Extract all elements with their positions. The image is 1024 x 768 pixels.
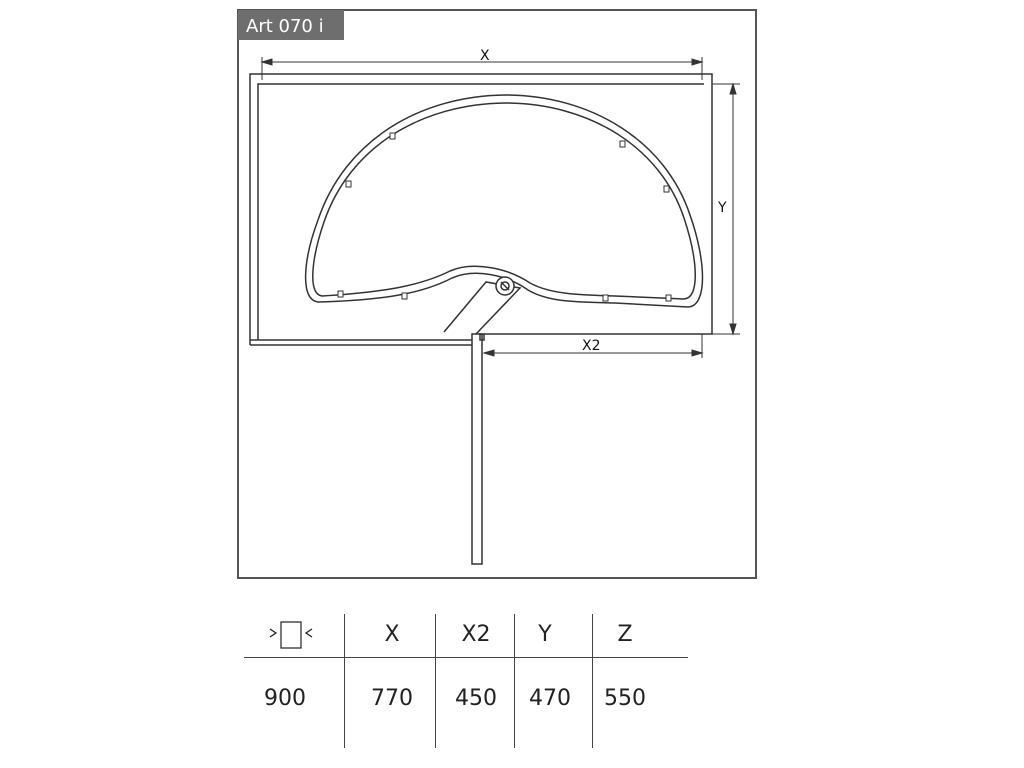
table-value-z: 550 bbox=[604, 686, 646, 711]
table-header-x: X bbox=[384, 622, 400, 647]
cabinet-width-icon bbox=[268, 620, 316, 650]
shelf-clips bbox=[338, 133, 671, 301]
table-header-y: Y bbox=[538, 622, 552, 647]
dimension-x2-label: X2 bbox=[582, 338, 601, 354]
table-header-x2: X2 bbox=[461, 622, 491, 647]
drawing-title: Art 070 i bbox=[246, 16, 324, 37]
door-panel bbox=[472, 334, 484, 564]
table-value-x: 770 bbox=[371, 686, 413, 711]
table-col-divider bbox=[592, 614, 593, 748]
dimension-x-label: X bbox=[480, 48, 490, 64]
table-col-divider bbox=[435, 614, 436, 748]
table-header-z: Z bbox=[617, 622, 633, 647]
table-header-divider bbox=[244, 657, 688, 658]
hinge-arm bbox=[444, 277, 520, 334]
table-col-divider bbox=[514, 614, 515, 748]
table-value-y: 470 bbox=[529, 686, 571, 711]
table-value-width: 900 bbox=[264, 686, 306, 711]
table-value-x2: 450 bbox=[455, 686, 497, 711]
dimension-y-label: Y bbox=[718, 200, 727, 216]
kidney-shelf bbox=[306, 95, 703, 307]
table-col-divider bbox=[344, 614, 345, 748]
